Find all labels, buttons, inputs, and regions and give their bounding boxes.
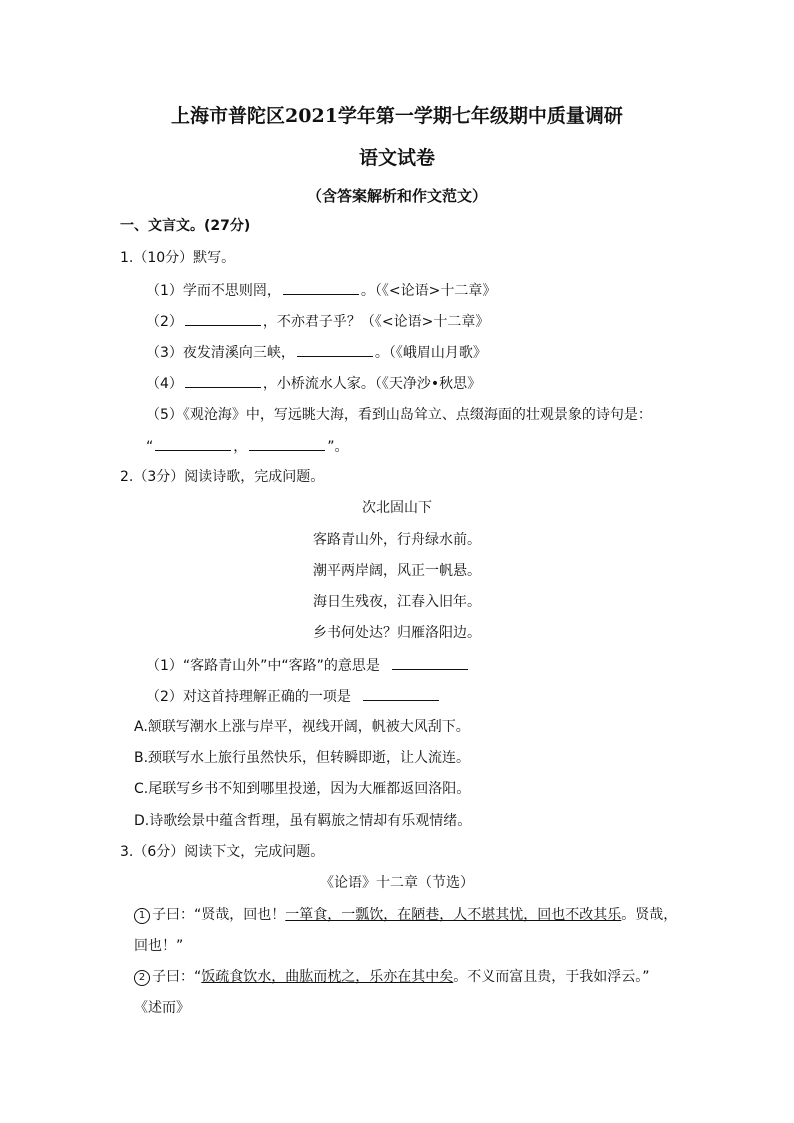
q1-item-3-post: 。（《峨眉山月歌》	[374, 345, 487, 361]
q1-item-4	[146, 373, 481, 394]
answer-blank[interactable]	[185, 373, 261, 388]
section-heading: 一、文言文。(27分)	[120, 218, 251, 234]
q1-item-2-pre: （2）	[146, 314, 183, 330]
q1-item-2-post: ，不亦君子乎？（《<论语>十二章》	[262, 314, 490, 330]
p1-underlined: 一箪食，一瓢饮，在陋巷，人不堪其忧，回也不改其乐	[285, 907, 622, 923]
p2-text-a: 子曰：“	[152, 969, 202, 985]
question-3-stem: 3.（6分）阅读下文，完成问题。	[120, 844, 325, 860]
q1-item-4-post: ，小桥流水人家。（《天净沙•秋思》	[262, 376, 482, 392]
q1-item-5: （5）《观沧海》中，写远眺大海，看到山岛耸立、点缀海面的壮观景象的诗句是：	[146, 407, 652, 423]
q1-item-1	[146, 280, 496, 301]
passage-source: 《述而》	[134, 1000, 190, 1016]
answer-blank[interactable]	[249, 436, 325, 451]
close-quote: ”。	[327, 439, 349, 455]
poem-line: 潮平两岸阔，风正一帆悬。	[313, 563, 481, 579]
p2-underlined: 饭疏食饮水，曲肱而枕之，乐亦在其中矣	[201, 969, 454, 985]
question-1-stem: 1.（10分）默写。	[120, 250, 236, 266]
passage-paragraph-1	[134, 905, 677, 925]
q2-sub-1	[146, 655, 470, 676]
exam-note: （含答案解析和作文范文）	[306, 187, 487, 205]
p1-text-b: 。贤哉，	[621, 907, 678, 923]
answer-blank[interactable]	[155, 436, 231, 451]
question-2-stem: 2.（3分）阅读诗歌，完成问题。	[120, 469, 325, 485]
comma: ，	[233, 439, 248, 455]
option-d[interactable]: D.诗歌绘景中蕴含哲理，虽有羁旅之情却有乐观情绪。	[134, 813, 472, 829]
q1-item-3-pre: （3）夜发清溪向三峡，	[146, 345, 295, 361]
option-c[interactable]: C.尾联写乡书不知到哪里投递，因为大雁都返回洛阳。	[134, 781, 471, 797]
passage-paragraph-2	[134, 967, 650, 987]
poem-line: 客路青山外，行舟绿水前。	[313, 532, 481, 548]
exam-title: 上海市普陀区2021学年第一学期七年级期中质量调研	[171, 105, 623, 127]
p1-text-a: 子曰：“贤哉，回也！	[152, 907, 286, 923]
q1-item-2	[146, 311, 489, 332]
poem-line: 乡书何处达？归雁洛阳边。	[313, 625, 481, 641]
q2-sub-2-text: （2）对这首持理解正确的一项是	[146, 689, 351, 705]
p2-text-b: 。不义而富且贵，于我如浮云。”	[453, 969, 650, 985]
open-quote: “	[146, 439, 154, 455]
q1-item-5-blanks	[146, 436, 349, 457]
answer-blank[interactable]	[363, 686, 439, 701]
q1-item-1-post: 。（《<论语>十二章》	[360, 283, 497, 299]
q1-item-3	[146, 342, 487, 363]
passage-paragraph-1-cont: 回也！”	[134, 938, 184, 954]
poem-title: 次北固山下	[362, 500, 432, 516]
option-b[interactable]: B.颈联写水上旅行虽然快乐，但转瞬即逝，让人流连。	[134, 750, 471, 766]
answer-blank[interactable]	[297, 342, 373, 357]
circled-number: 1	[134, 908, 150, 924]
poem-line: 海日生残夜，江春入旧年。	[313, 594, 481, 610]
q1-item-4-pre: （4）	[146, 376, 183, 392]
circled-number: 2	[134, 970, 150, 986]
q1-item-1-pre: （1）学而不思则罔，	[146, 283, 281, 299]
q2-sub-1-text: （1）“客路青山外”中“客路”的意思是	[146, 658, 380, 674]
option-a[interactable]: A.颔联写潮水上涨与岸平，视线开阔，帆被大风刮下。	[134, 719, 470, 735]
exam-subtitle: 语文试卷	[358, 147, 435, 169]
answer-blank[interactable]	[185, 311, 261, 326]
passage-title: 《论语》十二章（节选）	[320, 875, 474, 891]
q2-sub-2	[146, 686, 441, 707]
answer-blank[interactable]	[392, 655, 468, 670]
answer-blank[interactable]	[283, 280, 359, 295]
